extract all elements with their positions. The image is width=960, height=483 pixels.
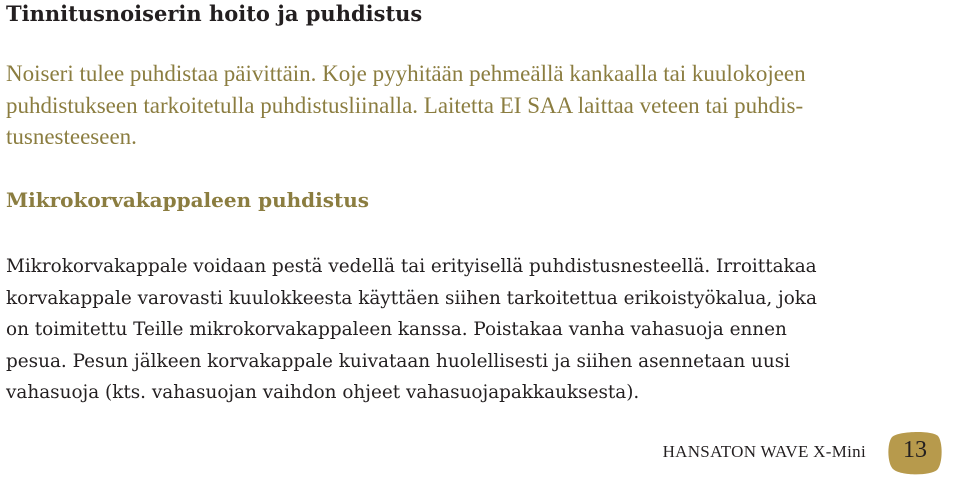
- section-title-cleaning: Tinnitusnoiserin hoito ja puhdistus: [6, 1, 423, 26]
- text-line: Mikrokorvakappale voidaan pestä vedellä tai erityisellä puhdistusnesteellä. Irroittakaa: [6, 256, 817, 277]
- text-line: Noiseri tulee puhdistaa päivittäin. Koje pyyhitään pehmeällä kankaalla tai kuulokojeen: [6, 61, 806, 86]
- text-line: korvakappale varovasti kuulokkeesta käyttäen siihen tarkoitettua erikoistyökalua, joka: [6, 287, 817, 309]
- text-line: puhdistukseen tarkoitetulla puhdistusliinalla. Laitetta EI SAA laittaa veteen tai puhdis-: [6, 92, 804, 118]
- brand-name: HANSATON WAVE X-Mini: [662, 442, 866, 461]
- section-title-earpiece: Mikrokorvakappaleen puhdistus: [6, 188, 370, 212]
- page-number-badge: [888, 431, 942, 475]
- page-footer: [0, 428, 960, 478]
- text-line: pesua. Pesun jälkeen korvakappale kuivataan huolellisesti ja siihen asennetaan uusi: [6, 350, 791, 372]
- earpiece-paragraph: [6, 251, 951, 409]
- text-line: vahasuoja (kts. vahasuojan vaihdon ohjeet vahasuojapakkauksesta).: [6, 382, 640, 403]
- cleaning-paragraph: [6, 58, 951, 153]
- text-line: tusnesteeseen.: [6, 124, 137, 149]
- page-number: 13: [903, 437, 927, 463]
- text-line: on toimitettu Teille mikrokorvakappaleen kanssa. Poistakaa vanha vahasuoja ennen: [6, 319, 787, 340]
